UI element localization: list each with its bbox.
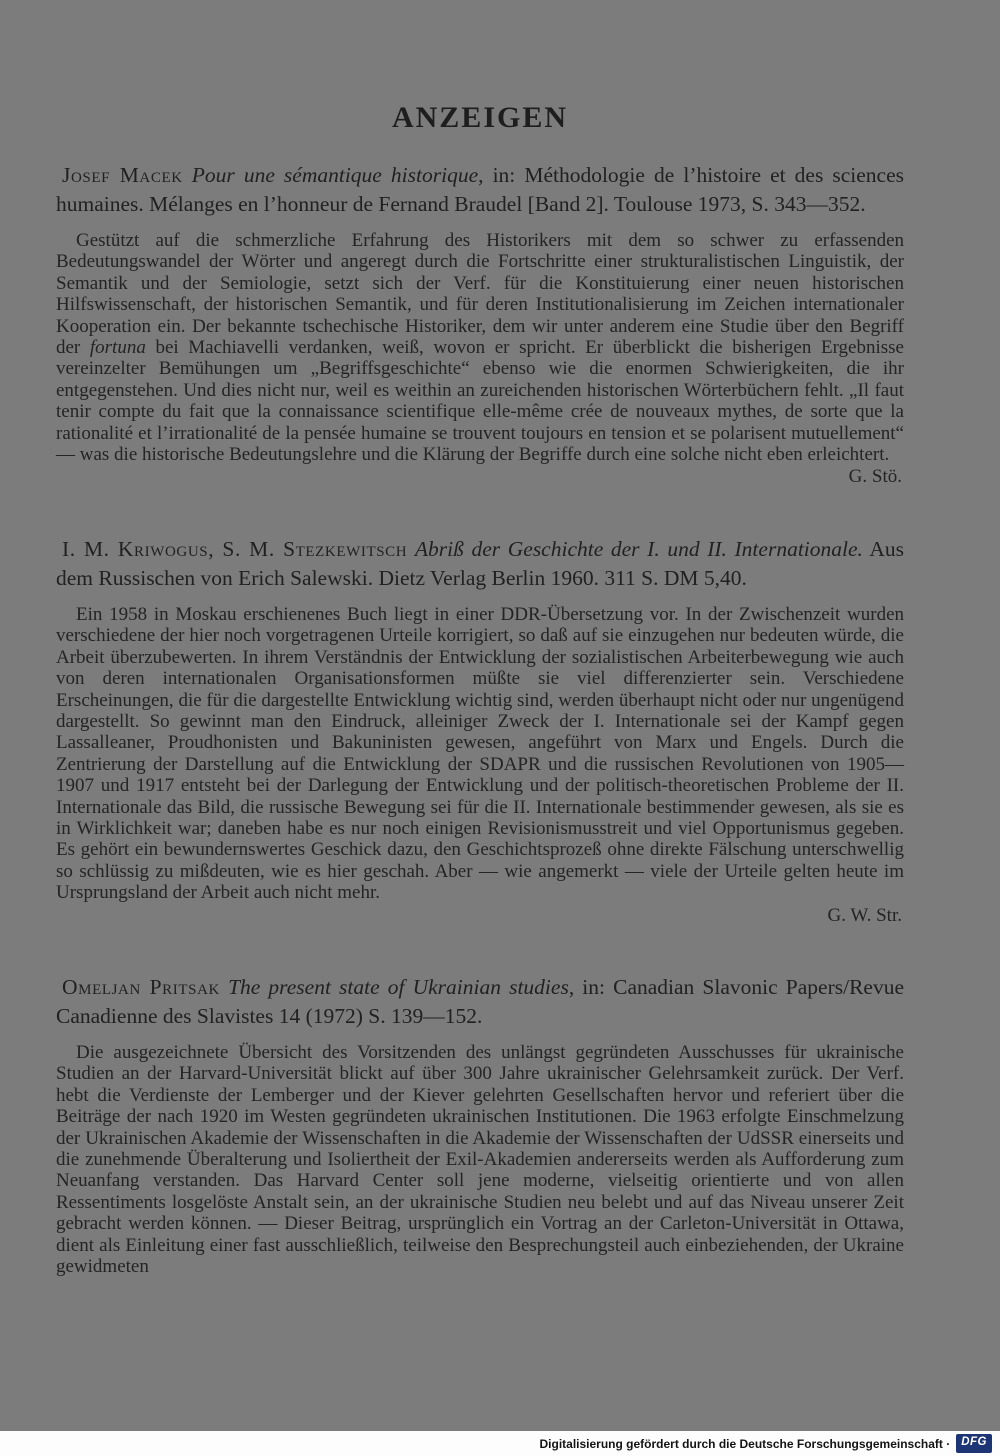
- entry-heading: [56, 535, 904, 593]
- entry-body-text: Die ausgezeichnete Übersicht des Vorsitzenden des unlängst gegründeten Ausschusses für ukrainische Studien an der Harvard-Universität blickt auf über 300 Jahre ukrainischer Gelehrsamkeit zurück. Der Verf. hebt die Verdienste der Lemberger und der Kiever gelehrten Gesellschaften hervor und referiert über die Beiträge der nach 1920 im Westen gegründeten ukrainischen Institutionen. Die 1963 erfolgte Einschmelzung der Ukrainischen Akademie der Wissenschaften in die Akademie der Wissenschaften der UdSSR einerseits und die zunehmende Überalterung und Isoliertheit der Exil-Akademien andererseits werden als Aufforderung zum Neuanfang verstanden. Das Harvard Center soll jene moderne, vielseitig orientierte und von allen Ressentiments losgelöste Anstalt sein, an der ukrainische Studien neu belebt und auf das Niveau unserer Zeit gebracht werden können. — Dieser Beitrag, ursprünglich ein Vortrag an der Carleton-Universität in Ottawa, dient als Einleitung einer fast ausschließlich, teilweise den Besprechungsteil auch einbeziehenden, der Ukraine gewidmeten: [56, 1041, 904, 1278]
- review-entry: [56, 161, 904, 488]
- entry-body-text: bei Machiavelli verdanken, weiß, wovon er spricht. Er überblickt die bisherigen Ergebnisse vereinzelter Bemühungen um „Begriffsgeschichte“ ebenso wie die enormen Schwierigkeiten, die ihr entgegenstehen. Und dies nicht nur, weil es weithin an zureichenden historischen Wörterbüchern fehlt. „Il faut tenir compte du fait que la connaissance scientifique elle-même crée de nouveaux mythes, de sorte que la rationalité et l’irrationalité de la pensée humaine se trouvent toujours en tension et se polarisent mutuellement“ — was die historische Bedeutungslehre und die Klärung der Begriffe durch eine solche nicht eben erleichtert.: [56, 337, 904, 466]
- reviewer-signature: G. W. Str.: [827, 904, 902, 926]
- review-entry: [56, 535, 904, 926]
- entry-authors: Omeljan Pritsak: [62, 974, 220, 999]
- reviewer-signature: G. Stö.: [848, 466, 902, 488]
- entry-work-title: Pour une sémantique historique: [191, 163, 479, 187]
- entry-authors: I. M. Kriwogus, S. M. Stezkewitsch: [62, 536, 408, 561]
- entry-citation: Aus dem Russischen von Erich Salewski. Dietz Verlag Berlin 1960. 311 S. DM 5,40.: [56, 536, 904, 590]
- entry-body-italic-term: fortuna: [89, 337, 146, 359]
- text-block: [56, 0, 904, 1277]
- page-title: ANZEIGEN: [391, 101, 569, 134]
- entry-body: [56, 604, 904, 904]
- digitization-credit-text: Digitalisierung gefördert durch die Deutsche Forschungsgemeinschaft ·: [539, 1436, 951, 1451]
- entry-work-title: The present state of Ukrainian studies: [228, 974, 569, 999]
- entry-citation: , in: Canadian Slavonic Papers/Revue Canadienne des Slavistes 14 (1972) S. 139—152.: [56, 974, 904, 1028]
- entry-body: [56, 1042, 904, 1277]
- entry-body-text: Ein 1958 in Moskau erschienenes Buch liegt in einer DDR-Übersetzung vor. In der Zwischenzeit wurden verschiedene der hier noch vorgetragenen Urteile korrigiert, so daß auf sie einzugehen nur bedeuten würde, die Arbeit überzubewerten. In ihrem Verständnis der Entwicklung der sozialistischen Arbeiterbewegung wie auch von deren internationalen Organisationsformen müßte sie viel differenzierter sein. Verschiedene Erscheinungen, die für die dargestellte Entwicklung wichtig sind, werden überhaupt nicht oder nur ungenügend dargestellt. So gewinnt man den Eindruck, alleiniger Zweck der I. Internationale sei der Kampf gegen Lassalleaner, Proudhonisten und Bakuninisten gewesen, angeführt von Marx und Engels. Durch die Zentrierung der Darstellung auf die Entwicklung der SDAPR und die russischen Revolutionen von 1905—1907 und 1917 entsteht bei der Darlegung der Entwicklung und der politisch-theoretischen Probleme der II. Internationale das Bild, die russische Bewegung sei für die II. Internationale bestimmender gewesen, als sie es in Wirklichkeit war; daneben habe es nur noch einigen Revisionismusstreit und viel Opportunismus gegeben. Es gehört ein bewundernswertes Geschick dazu, den Geschichtsprozeß ohne direkte Fälschung unterschwellig so schlüssig zu mißdeuten, wie es hier geschah. Aber — wie angemerkt — viele der Urteile gelten heute im Ursprungsland der Arbeit auch nicht mehr.: [56, 603, 904, 904]
- entry-body-text: Gestützt auf die schmerzliche Erfahrung des Historikers mit dem so schwer zu erfassenden Bedeutungswandel der Wörter und angeregt durch die Fortschritte einer strukturalistischen Linguistik, der Semantik und der Semiologie, setzt sich der Verf. für die Konstituierung einer neuen historischen Hilfswissenschaft, der historischen Semantik, und für deren Institutionalisierung im Zeichen internationaler Kooperation ein. Der bekannte tschechische Historiker, dem wir unter anderem eine Studie über den Begriff der: [56, 230, 904, 359]
- entry-body: [56, 230, 904, 465]
- entry-citation: , in: Méthodologie de l’histoire et des sciences humaines. Mélanges en l’honneur de Fernand Braudel [Band 2]. Toulouse 1973, S. 343—352.: [56, 163, 905, 216]
- review-entry: [56, 973, 904, 1277]
- entry-authors: Josef Macek: [62, 163, 183, 187]
- entry-work-title: Abriß der Geschichte der I. und II. Internationale.: [414, 536, 863, 561]
- dfg-logo: DFG: [956, 1434, 992, 1453]
- entry-heading: [56, 973, 904, 1031]
- digitization-footer: [0, 1431, 1000, 1456]
- entry-heading: [56, 161, 904, 219]
